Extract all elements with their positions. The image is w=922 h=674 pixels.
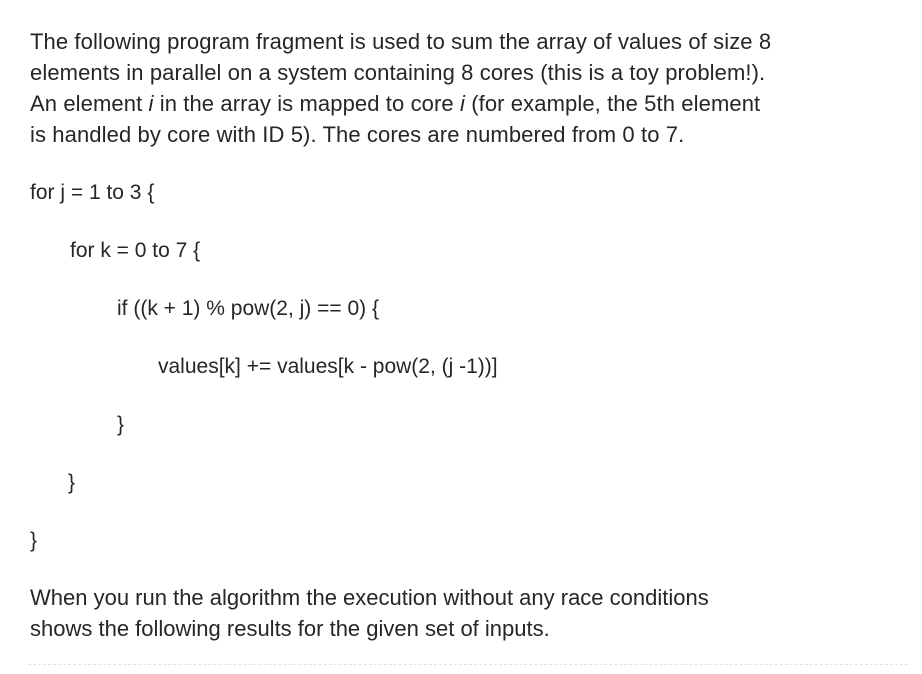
code-update-statement: values[k] += values[k - pow(2, (j -1))]: [158, 355, 498, 378]
description-line-2: elements in parallel on a system containing 8 cores (this is a toy problem!).: [30, 60, 766, 85]
description-line-1: The following program fragment is used to sum the array of values of size 8: [30, 29, 772, 54]
description-text: An element: [30, 91, 149, 116]
problem-description: [30, 26, 910, 150]
variable-i: i: [148, 91, 154, 116]
code-close-inner-loop: }: [68, 471, 76, 494]
cut-off-table-edge: [28, 664, 908, 665]
code-outer-loop: for j = 1 to 3 {: [30, 181, 155, 204]
description-text: (for example, the 5th element: [464, 91, 761, 116]
results-line-2: shows the following results for the given set of inputs.: [30, 616, 550, 641]
results-description: [30, 582, 910, 644]
results-line-1: When you run the algorithm the execution without any race conditions: [30, 585, 709, 610]
code-close-outer-loop: }: [30, 529, 38, 552]
code-if-condition: if ((k + 1) % pow(2, j) == 0) {: [117, 297, 380, 320]
description-line-3: [30, 88, 910, 119]
variable-i: i: [459, 91, 465, 116]
description-text: in the array is mapped to core: [153, 91, 460, 116]
code-close-if: }: [117, 413, 125, 436]
description-line-4: is handled by core with ID 5). The cores are numbered from 0 to 7.: [30, 122, 685, 147]
code-inner-loop: for k = 0 to 7 {: [70, 239, 201, 262]
